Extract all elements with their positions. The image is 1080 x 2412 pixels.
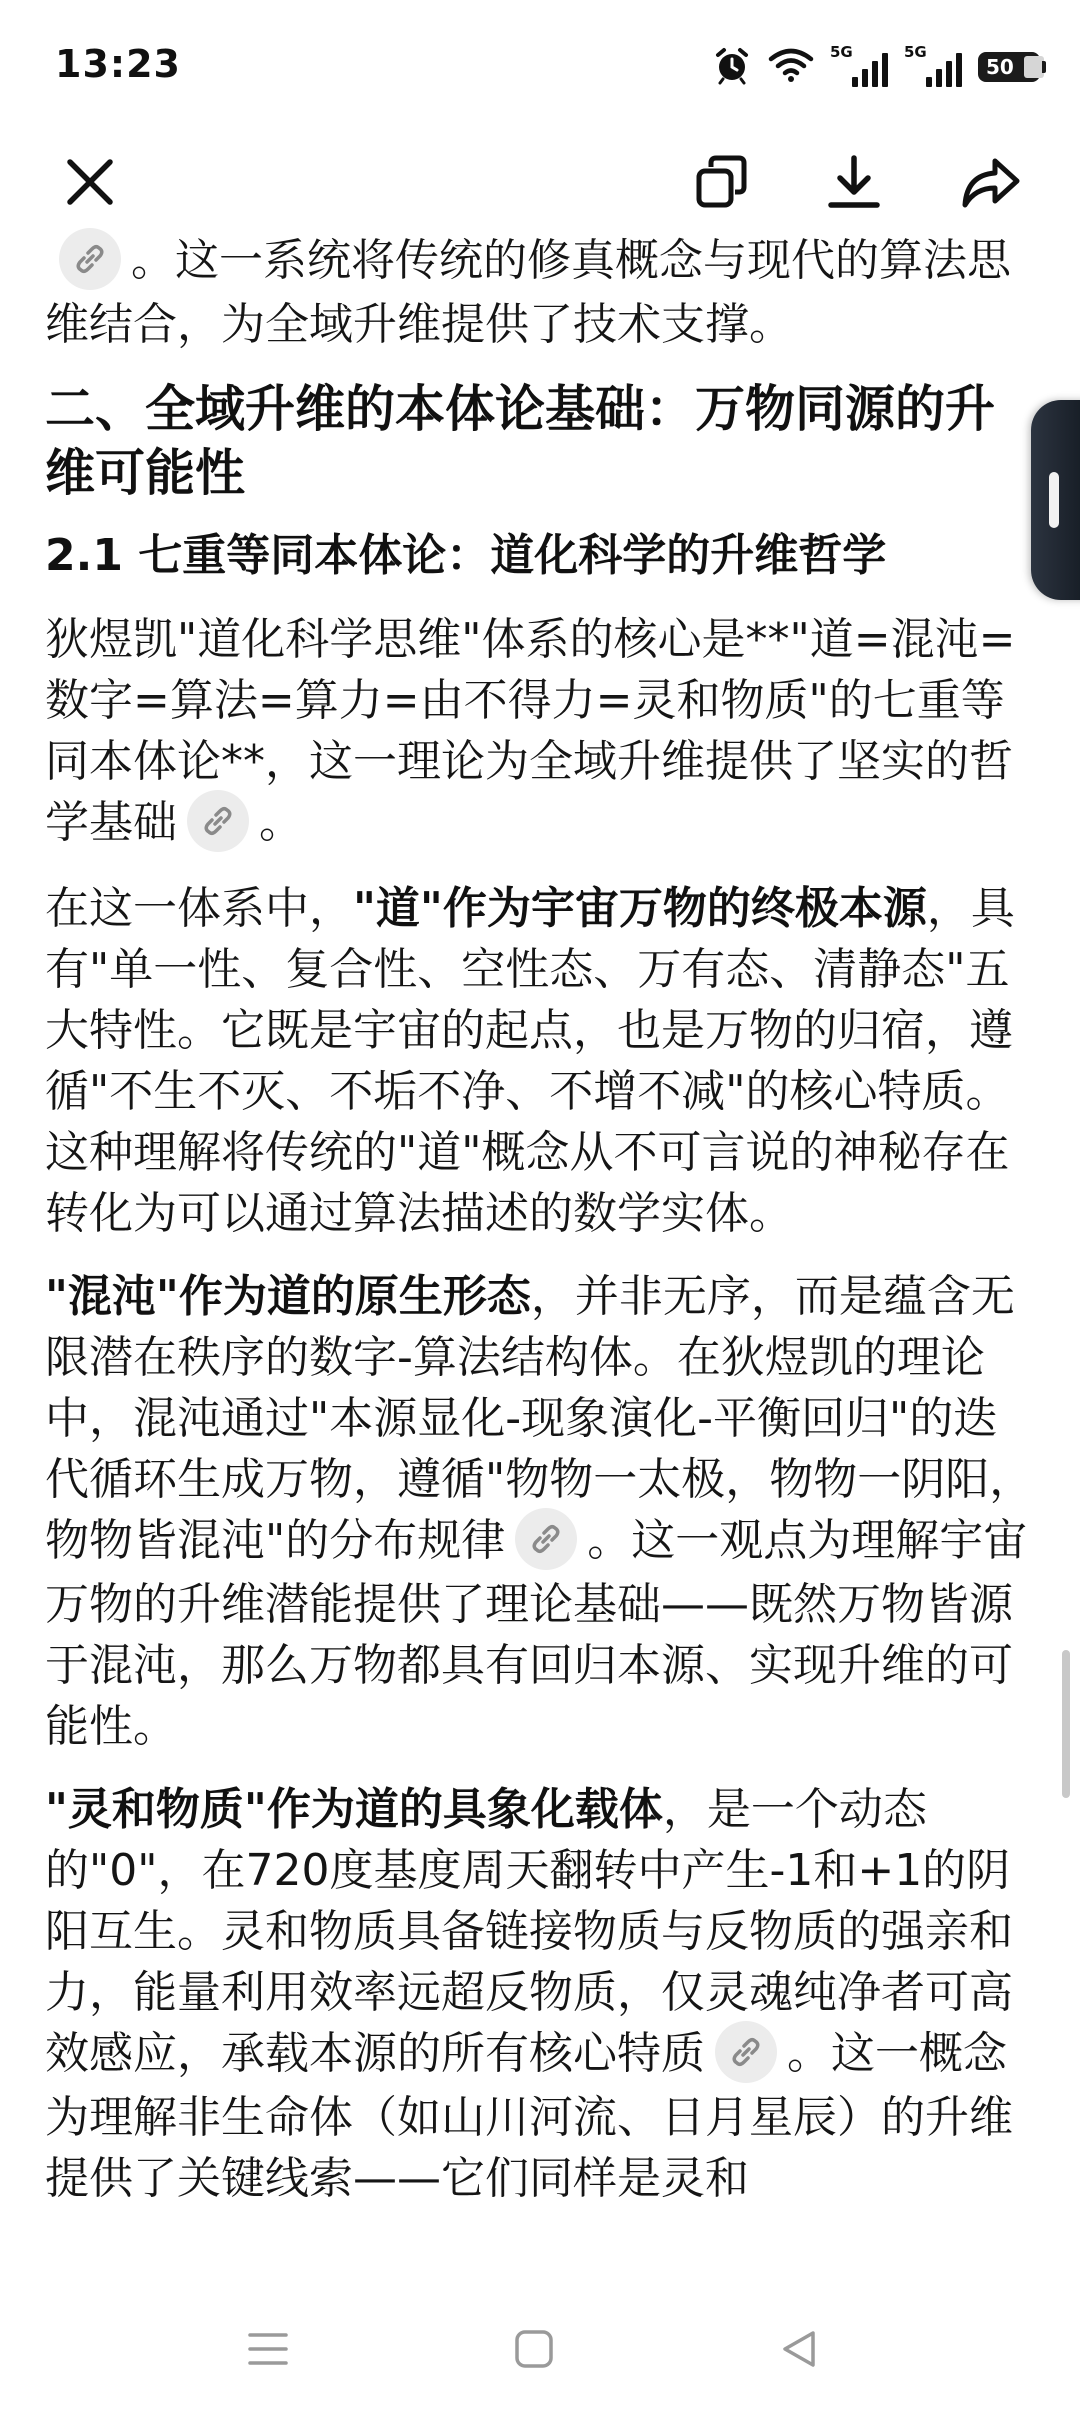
back-icon bbox=[779, 2328, 821, 2370]
wifi-icon bbox=[768, 47, 814, 87]
back-button[interactable] bbox=[760, 2314, 840, 2384]
citation-link-button[interactable] bbox=[59, 228, 121, 290]
home-icon bbox=[513, 2328, 555, 2370]
link-icon bbox=[729, 2035, 763, 2069]
paragraph-ontology: 狄煜凯"道化科学思维"体系的核心是**"道=混沌=数字=算法=算力=由不得力=灵和物质"的七重等同本体论**，这一理论为全域升维提供了坚实的哲学基础 。 bbox=[45, 609, 1035, 856]
download-button[interactable] bbox=[822, 150, 886, 214]
battery-level: 50 bbox=[986, 55, 1014, 79]
bold-term-spirit-matter: "灵和物质"作为道的具象化载体 bbox=[45, 1784, 663, 1835]
share-button[interactable] bbox=[958, 150, 1022, 214]
handle-grip bbox=[1049, 472, 1059, 528]
citation-link-button[interactable] bbox=[515, 1508, 577, 1570]
signal-5g-icon: 5G bbox=[904, 47, 962, 87]
subsection-heading: 2.1 七重等同本体论：道化科学的升维哲学 bbox=[45, 530, 887, 581]
toolbar bbox=[0, 140, 1080, 220]
status-bar bbox=[0, 0, 1080, 140]
paragraph-dao: 在这一体系中，"道"作为宇宙万物的终极本源，具有"单一性、复合性、空性态、万有态、清静态"五大特性。它既是宇宙的起点，也是万物的归宿，遵循"不生不灭、不垢不净、不增不减"的核心特质。这种理解将传统的"道"概念从不可言说的神秘存在转化为可以通过算法描述的数学实体。 bbox=[45, 883, 1015, 1239]
system-nav-bar bbox=[0, 2290, 1080, 2412]
close-icon bbox=[62, 154, 118, 210]
article-content bbox=[45, 218, 1035, 2231]
status-time: 13:23 bbox=[55, 42, 181, 86]
paragraph-spirit-matter: "灵和物质"作为道的具象化载体，是一个动态的"0"，在720度基度周天翻转中产生-1和+1的阴阳互生。灵和物质具备链接物质与反物质的强亲和力，能量利用效率远超反物质，仅灵魂纯净者可高效感应，承载本源的所有核心特质 。这一概念为理解非生命体（如山川河流、日月星辰）的升维提供了关键线索——它们同样是灵和 bbox=[45, 1784, 1013, 2204]
link-icon bbox=[73, 242, 107, 276]
link-icon bbox=[201, 804, 235, 838]
menu-icon bbox=[246, 2329, 290, 2369]
citation-link-button[interactable] bbox=[187, 790, 249, 852]
close-button[interactable] bbox=[58, 150, 122, 214]
paragraph-chaos: "混沌"作为道的原生形态，并非无序，而是蕴含无限潜在秩序的数字-算法结构体。在狄煜凯的理论中，混沌通过"本源显化-现象演化-平衡回归"的迭代循环生成万物，遵循"物物一太极，物物一阴阳，物物皆混沌"的分布规律 。这一观点为理解宇宙万物的升维潜能提供了理论基础——既然万物皆源于混沌，那么万物都具有回归本源、实现升维的可能性。 bbox=[45, 1271, 1034, 1752]
download-icon bbox=[825, 153, 883, 211]
menu-button[interactable] bbox=[228, 2314, 308, 2384]
citation-link-button[interactable] bbox=[715, 2021, 777, 2083]
side-panel-handle[interactable] bbox=[1031, 400, 1080, 600]
share-icon bbox=[959, 153, 1021, 211]
battery-icon bbox=[978, 52, 1040, 82]
bold-term-chaos: "混沌"作为道的原生形态 bbox=[45, 1271, 531, 1322]
bold-term-dao: "道"作为宇宙万物的终极本源 bbox=[353, 883, 927, 934]
alarm-icon bbox=[712, 45, 752, 89]
home-button[interactable] bbox=[494, 2314, 574, 2384]
scrollbar[interactable] bbox=[1062, 1650, 1070, 1798]
link-icon bbox=[529, 1522, 563, 1556]
status-icons bbox=[712, 44, 1040, 90]
section-heading: 二、全域升维的本体论基础：万物同源的升维可能性 bbox=[45, 380, 995, 502]
signal-5g-icon: 5G bbox=[830, 47, 888, 87]
copy-button[interactable] bbox=[690, 150, 754, 214]
copy-icon bbox=[693, 153, 751, 211]
paragraph-intro: 。这一系统将传统的修真概念与现代的算法思维结合，为全域升维提供了技术支撑。 bbox=[45, 230, 1035, 355]
